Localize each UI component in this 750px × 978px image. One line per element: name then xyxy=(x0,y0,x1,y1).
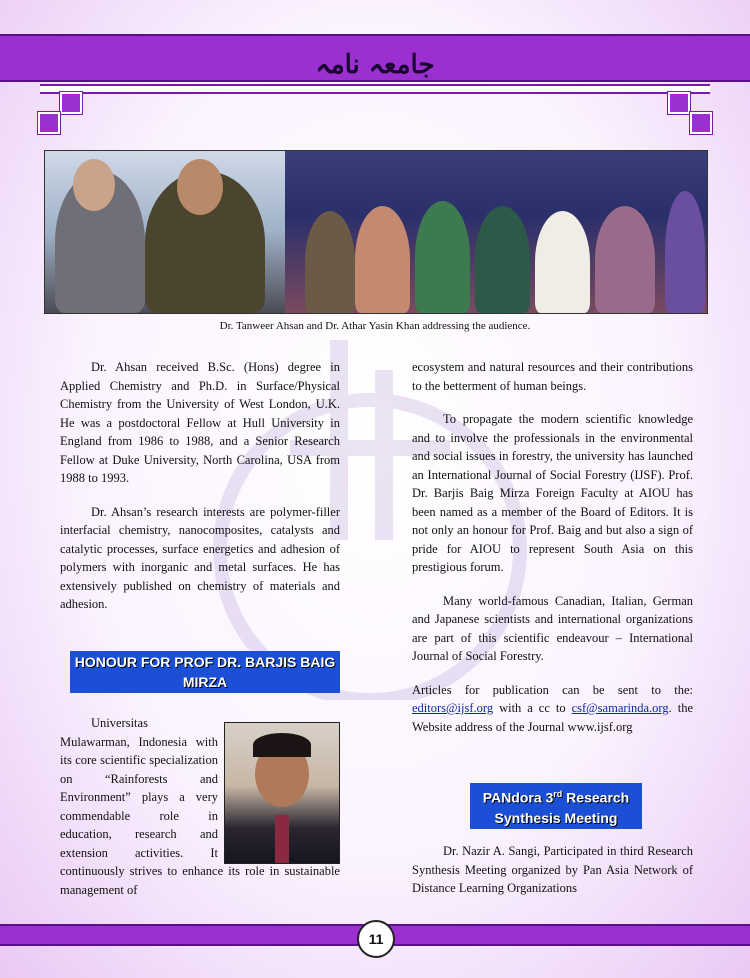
pandora-heading-line2: Synthesis Meeting xyxy=(494,809,618,826)
speakers-photo xyxy=(45,151,285,313)
journal-paragraph: To propagate the modern scientific knowledge and to involve the professionals in the environmental and social issues in forestry, the university has launched an International Journal of Social Forestry (IJSF). Prof. Dr. Barjis Baig Mirza Foreign Faculty at AIOU has been named as a member of the Board of Editors. It is not only an honour for Prof. Baig and but also a sign of pride for AIOU to represent South Asia on this prestigious forum. xyxy=(412,412,693,574)
articles-suffix: the Website address of the Journal www.ijsf.org xyxy=(412,701,693,734)
section-heading-pandora xyxy=(470,783,642,829)
photo-caption: Dr. Tanweer Ahsan and Dr. Athar Yasin Khan addressing the audience. xyxy=(219,320,531,332)
pandora-paragraph: Dr. Nazir A. Sangi, Participated in third Research Synthesis Meeting organized by Pan Asia Network of Distance Learning Organizations xyxy=(412,844,693,895)
corner-square-left-1 xyxy=(60,92,82,114)
pandora-heading-sup: rd xyxy=(553,789,563,799)
page-number: 11 xyxy=(357,920,395,958)
honour-paragraph-text: Universitas Mulawarman, Indonesia with its core scientific specialization on “Rainforests and Environment” plays a very commendable role in education, research and extension activities. It continuously strives to enhance its role in sustainable management of xyxy=(60,716,340,897)
corner-square-right-2 xyxy=(690,112,712,134)
editors-email-link[interactable]: editors@ijsf.org xyxy=(412,701,494,715)
pandora-heading-part1: PANdora 3 xyxy=(482,789,554,806)
corner-square-left-2 xyxy=(38,112,60,134)
right-column xyxy=(412,358,693,751)
audience-photo xyxy=(285,151,707,313)
portrait-photo xyxy=(224,722,340,864)
articles-paragraph: Articles for publication can be sent to the: editors@ijsf.org with a cc to csf@samarinda.org. the Website address of the Journal www.ijsf.org xyxy=(412,682,693,734)
left-column xyxy=(60,358,340,629)
pandora-text xyxy=(412,842,693,898)
articles-prefix: Articles for publication can be sent to the: xyxy=(412,682,693,697)
research-paragraph: Dr. Ahsan’s research interests are polymer-filler interfacial chemistry, nanocomposites, catalysts and catalytic processes, surface energetics and adhesion of polymers with inorganic and metal surfaces. He has extensively published on chemistry of materials and adhesion. xyxy=(60,504,340,611)
articles-mid: with a cc to xyxy=(499,701,566,715)
pandora-heading-part2: Research xyxy=(562,789,630,806)
bio-paragraph: Dr. Ahsan received B.Sc. (Hons) degree in Applied Chemistry and Ph.D. in Surface/Physical Chemistry from the University of West London, U.K. He was a postdoctoral Fellow at Hull University in England from 1986 to 1988, and a Senior Research Fellow at Duke University, North Carolina, USA from 1988 to 1993. xyxy=(60,360,340,485)
section-heading-honour: HONOUR FOR PROF DR. BARJIS BAIG MIRZA xyxy=(70,651,340,693)
publication-title: جامعہ نامہ xyxy=(315,50,435,80)
csf-email-link[interactable]: csf@samarinda.org xyxy=(571,701,669,715)
ecosystem-paragraph: ecosystem and natural resources and their contributions to the betterment of human beings. xyxy=(412,360,693,393)
scientists-paragraph: Many world-famous Canadian, Italian, German and Japanese scientists and international organizations are part of this scientific endeavour – International Journal of Social Forestry. xyxy=(412,593,693,663)
event-photo xyxy=(44,150,708,314)
corner-square-right-1 xyxy=(668,92,690,114)
